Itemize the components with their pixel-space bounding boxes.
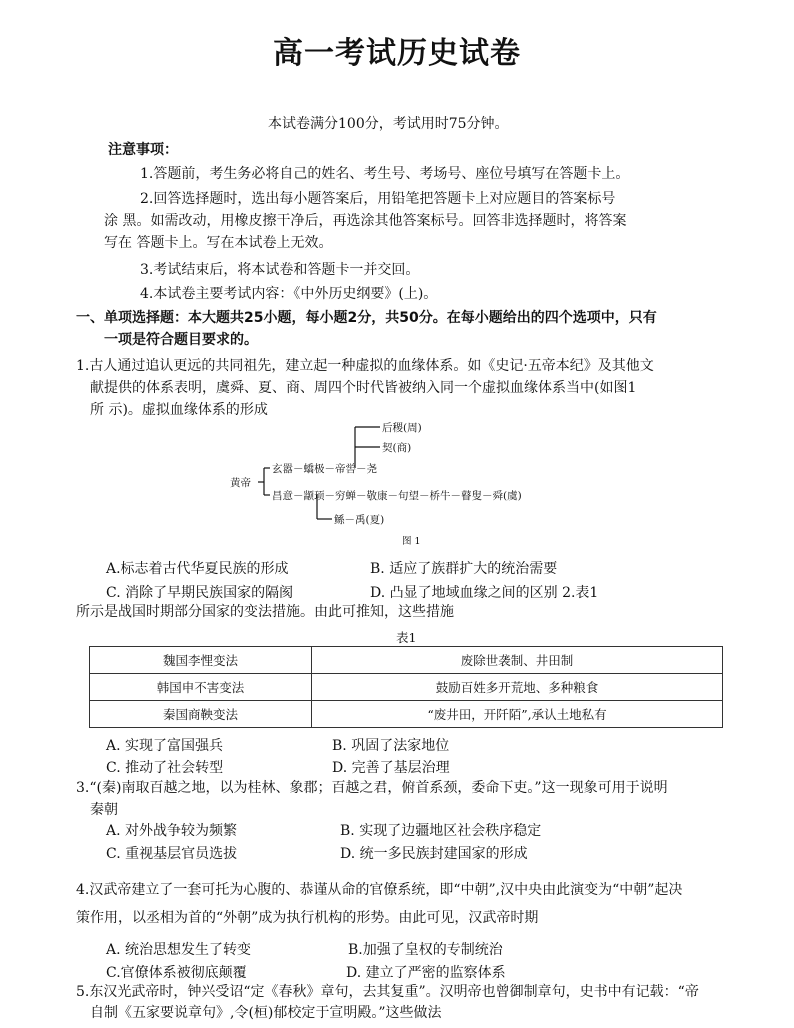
q3-stem-line-1: 3.“(秦)南取百越之地，以为桂林、象郡；百越之君，俯首系颈，委命下吏。”这一现象可用于说明 [76,780,668,796]
notice-item-2-line-3: 写在 答题卡上。写在本试卷上无效。 [104,235,333,251]
notice-item-4: 4.本试卷主要考试内容：《中外历史纲要》(上)。 [140,286,438,302]
table-1 [89,646,723,728]
q2-option-d[interactable]: D. 完善了基层治理 [332,760,450,776]
q4-stem-line-2: 策作用，以丞相为首的“外朝”成为执行机构的形势。由此可见，汉武帝时期 [76,910,539,926]
table-row [90,674,723,701]
figure-1-genealogy-tree [228,416,608,556]
q5-stem-line-2: 自制《五家要说章句》,令(桓)郁校定于宣明殿。”这些做法 [90,1005,442,1021]
q4-option-c[interactable]: C.官僚体系被彻底颠覆 [106,965,247,981]
notice-item-2-line-2: 涂 黑。如需改动，用橡皮擦干净后，再选涂其他答案标号。回答非选择题时，将答案 [104,213,627,229]
q1-option-a[interactable]: A.标志着古代华夏民族的形成 [106,561,289,577]
q3-option-d[interactable]: D. 统一多民族封建国家的形成 [340,846,528,862]
q4-option-a[interactable]: A. 统治思想发生了转变 [106,942,252,958]
notice-item-3: 3.考试结束后，将本试卷和答题卡一并交回。 [140,262,420,278]
table-row [90,647,723,674]
table-cell: “废井田，开阡陌”,承认土地私有 [312,701,723,728]
q4-stem-line-1: 4.汉武帝建立了一套可托为心腹的、恭谨从命的官僚系统，即“中朝”,汉中央由此演变为“中朝”起决 [76,882,683,898]
section-1-heading-line-2: 一项是符合题目要求的。 [104,332,258,348]
exam-info: 本试卷满分100分，考试用时75分钟。 [268,116,509,132]
q3-option-a[interactable]: A. 对外战争较为频繁 [106,823,238,839]
q1-option-b[interactable]: B. 适应了族群扩大的统治需要 [370,561,558,577]
tree-branch-xuanxiao: 玄嚣－蟜极－帝喾－尧 [272,463,377,475]
notice-item-2-line-1: 2.回答选择题时，选出每小题答案后，用铅笔把答题卡上对应题目的答案标号 [140,191,616,207]
tree-node-houji: 后稷(周) [382,422,422,434]
section-1-heading-line-1: 一、单项选择题：本大题共25小题，每小题2分，共50分。在每小题给出的四个选项中，只有 [76,310,657,326]
q5-stem-line-1: 5.东汉光武帝时，钟兴受诏“定《春秋》章句，去其复重”。汉明帝也曾御制章句，史书中有记载：“帝 [76,984,699,1000]
table-1-caption: 表1 [396,630,417,645]
q3-stem-line-2: 秦朝 [90,802,118,818]
table-cell: 韩国申不害变法 [90,674,312,701]
q1-stem-line-3: 所 示)。虚拟血缘体系的形成 [90,402,268,418]
q2-option-b[interactable]: B. 巩固了法家地位 [332,738,450,754]
tree-node-gun-yu: 鲧－禹(夏) [334,514,385,526]
q2-option-c[interactable]: C. 推动了社会转型 [106,760,224,776]
q2-stem-line-1: 所示是战国时期部分国家的变法措施。由此可推知，这些措施 [76,604,454,620]
q1-stem-line-2: 献提供的体系表明，虞舜、夏、商、周四个时代皆被纳入同一个虚拟血缘体系当中(如图1 [90,380,637,396]
q2-option-a[interactable]: A. 实现了富国强兵 [106,738,224,754]
table-cell: 魏国李悝变法 [90,647,312,674]
q1-option-c[interactable]: C. 消除了早期民族国家的隔阂 [106,585,294,601]
figure-1-caption: 图 1 [402,536,421,547]
table-cell: 废除世袭制、井田制 [312,647,723,674]
q3-option-b[interactable]: B. 实现了边疆地区社会秩序稳定 [340,823,542,839]
q1-stem-line-1: 1.古人通过追认更远的共同祖先，建立起一种虚拟的血缘体系。如《史记·五帝本纪》及其他文 [76,358,654,374]
notice-heading: 注意事项： [108,142,178,158]
page-title: 高一考试历史试卷 [273,36,521,71]
tree-node-huangdi: 黄帝 [230,477,251,489]
q1-option-d[interactable]: D. 凸显了地域血缘之间的区别 2.表1 [370,585,599,601]
table-cell: 秦国商鞅变法 [90,701,312,728]
table-row [90,701,723,728]
table-cell: 鼓励百姓多开荒地、多种粮食 [312,674,723,701]
q4-option-b[interactable]: B.加强了皇权的专制统治 [348,942,503,958]
tree-node-xie: 契(商) [382,442,412,454]
q4-option-d[interactable]: D. 建立了严密的监察体系 [346,965,506,981]
tree-branch-changyi: 昌意－颛顼－穷蝉－敬康－句望－桥牛－瞽叟－舜(虞) [272,490,522,502]
q3-option-c[interactable]: C. 重视基层官员选拔 [106,846,238,862]
notice-item-1: 1.答题前，考生务必将自己的姓名、考生号、考场号、座位号填写在答题卡上。 [140,166,630,182]
